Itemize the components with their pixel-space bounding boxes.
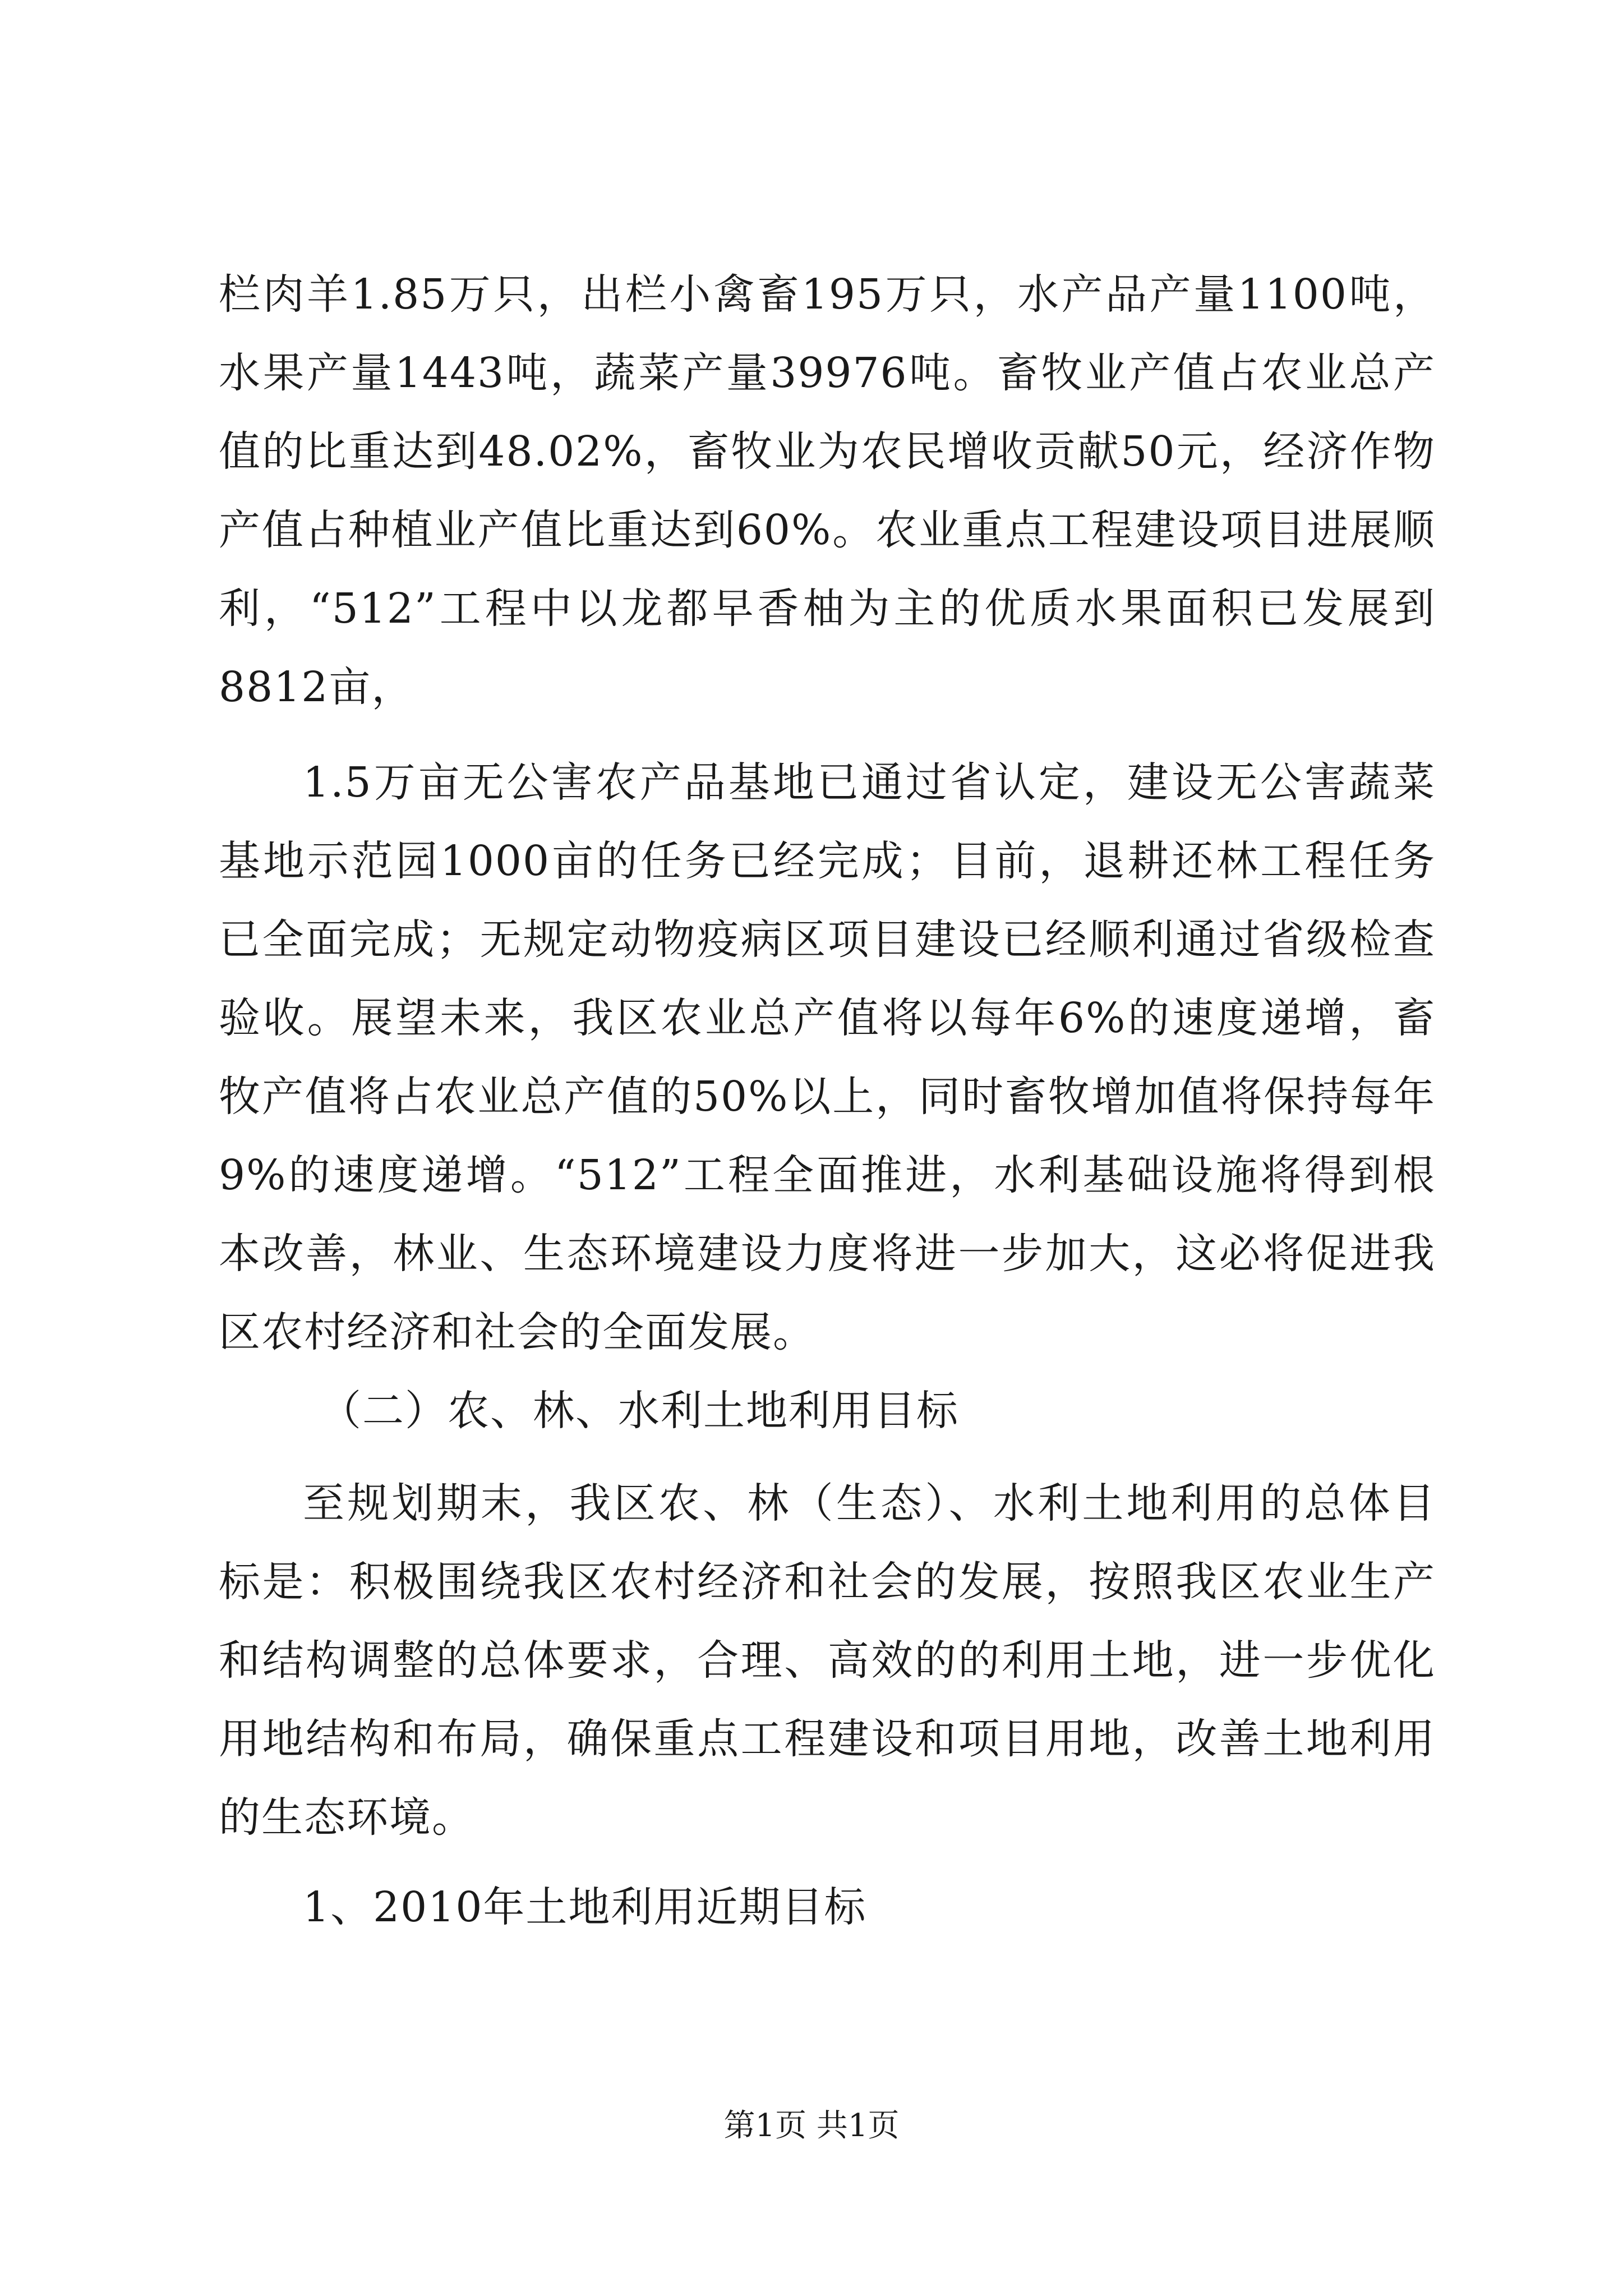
body-text-line: 基地示范园1000亩的任务已经完成；目前，退耕还林工程任务 bbox=[219, 837, 1436, 885]
body-text-line: 本改善，林业、生态环境建设力度将进一步加大，这必将促进我 bbox=[219, 1230, 1436, 1278]
body-text-line: 水果产量1443吨，蔬菜产量39976吨。畜牧业产值占农业总产 bbox=[219, 349, 1436, 397]
body-text-line: 已全面完成；无规定动物疫病区项目建设已经顺利通过省级检查 bbox=[219, 915, 1436, 964]
body-text-line: 牧产值将占农业总产值的50%以上，同时畜牧增加值将保持每年 bbox=[219, 1073, 1436, 1121]
subsection-heading: 1、2010年土地利用近期目标 bbox=[303, 1883, 867, 1931]
body-text-line: 的生态环境。 bbox=[219, 1793, 474, 1842]
body-text-line: 8812亩， bbox=[219, 663, 414, 711]
body-text-line: 至规划期末，我区农、林（生态）、水利土地利用的总体目 bbox=[303, 1479, 1436, 1527]
body-text-line: 用地结构和布局，确保重点工程建设和项目用地，改善土地利用 bbox=[219, 1715, 1436, 1763]
body-text-line: 产值占种植业产值比重达到60%。农业重点工程建设项目进展顺 bbox=[219, 506, 1436, 554]
body-text-line: 标是：积极围绕我区农村经济和社会的发展，按照我区农业生产 bbox=[219, 1558, 1436, 1606]
body-text-line: 9%的速度递增。“512”工程全面推进，水利基础设施将得到根 bbox=[219, 1151, 1436, 1199]
body-text-line: 和结构调整的总体要求，合理、高效的的利用土地，进一步优化 bbox=[219, 1636, 1436, 1685]
body-text-line: 验收。展望未来，我区农业总产值将以每年6%的速度递增，畜 bbox=[219, 994, 1436, 1042]
page-number-footer: 第1页 共1页 bbox=[723, 2108, 900, 2144]
body-text-line: 栏肉羊1.85万只，出栏小禽畜195万只，水产品产量1100吨， bbox=[219, 270, 1436, 319]
body-text-line: 利，“512”工程中以龙都早香柚为主的优质水果面积已发展到 bbox=[219, 585, 1436, 633]
body-text-line: 1.5万亩无公害农产品基地已通过省认定，建设无公害蔬菜 bbox=[303, 758, 1436, 807]
body-text-line: 区农村经济和社会的全面发展。 bbox=[219, 1308, 815, 1356]
section-heading: （二）农、林、水利土地利用目标 bbox=[320, 1387, 959, 1435]
body-text-line: 值的比重达到48.02%，畜牧业为农民增收贡献50元，经济作物 bbox=[219, 427, 1436, 476]
